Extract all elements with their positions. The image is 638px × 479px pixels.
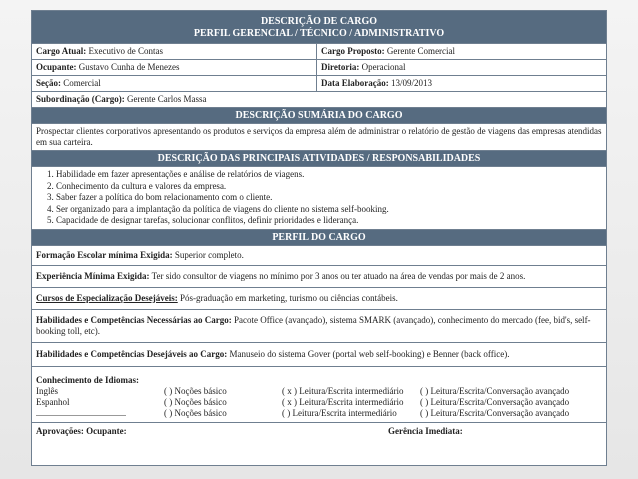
- list-item: 5. Capacidade de designar tarefas, solucionar conflitos, definir prioridades e liderança.: [56, 215, 602, 227]
- atividades-header: DESCRIÇÃO DAS PRINCIPAIS ATIVIDADES / RESPONSABILIDADES: [32, 151, 606, 167]
- blank-underline: [36, 409, 126, 416]
- secao-label: Seção:: [36, 78, 61, 88]
- gerencia-imediata-label: Gerência Imediata:: [388, 425, 463, 436]
- idioma-avancado-checkbox[interactable]: ( ) Leitura/Escrita/Conversação avançado: [420, 396, 570, 407]
- idioma-avancado-checkbox[interactable]: ( ) Leitura/Escrita/Conversação avançado: [420, 407, 570, 418]
- list-item: 1. Habilidade em fazer apresentações e análise de relatórios de viagens.: [56, 169, 602, 181]
- idioma-basico-checkbox[interactable]: ( ) Noções básico: [164, 396, 227, 407]
- row-cargo: [32, 44, 606, 60]
- data-elaboracao-value: 13/09/2013: [391, 78, 433, 88]
- idiomas-cell: [32, 367, 606, 423]
- formacao-row: [32, 246, 606, 266]
- data-elaboracao-cell: [317, 76, 606, 91]
- idioma-name: Inglês: [36, 385, 58, 396]
- idioma-row: [36, 397, 602, 408]
- idioma-basico-checkbox[interactable]: ( ) Noções básico: [164, 407, 227, 418]
- idioma-row: [36, 408, 602, 419]
- cargo-atual-cell: [32, 44, 317, 59]
- cargo-proposto-value: Gerente Comercial: [386, 46, 456, 56]
- idioma-blank-line[interactable]: [36, 408, 164, 419]
- idioma-intermediario-checkbox[interactable]: ( ) Leitura/Escrita intermediário: [282, 407, 397, 418]
- list-item: 4. Ser organizado para a implantação da política de viagens do cliente no sistema self-booking.: [56, 204, 602, 216]
- list-item: 3. Saber fazer a política do bom relacionamento com o cliente.: [56, 192, 602, 204]
- cargo-atual-value: Executivo de Contas: [88, 46, 163, 56]
- cargo-proposto-label: Cargo Proposto:: [321, 46, 385, 56]
- experiencia-label: Experiência Mínima Exigida:: [36, 270, 150, 281]
- cargo-proposto-cell: [317, 44, 606, 59]
- idioma-row: [36, 386, 602, 397]
- hab-desejaveis-value: Manuseio do sistema Gover (portal web self-booking) e Benner (back office).: [229, 348, 510, 359]
- form-header: [32, 11, 606, 44]
- form-title: DESCRIÇÃO DE CARGO: [260, 16, 378, 27]
- hab-necessarias-label: Habilidades e Competências Necessárias ao Cargo:: [36, 314, 232, 325]
- diretoria-cell: [317, 60, 606, 75]
- idioma-avancado-checkbox[interactable]: ( ) Leitura/Escrita/Conversação avançado: [420, 385, 570, 396]
- data-elaboracao-label: Data Elaboração:: [321, 78, 389, 88]
- aprovacoes-ocupante-label: Aprovações: Ocupante:: [36, 425, 127, 436]
- idioma-basico-checkbox[interactable]: ( ) Noções básico: [164, 385, 227, 396]
- secao-cell: [32, 76, 317, 91]
- idiomas-label: Conhecimento de Idiomas:: [36, 374, 139, 385]
- cursos-row: [32, 288, 606, 310]
- hab-necessarias-row: [32, 310, 606, 343]
- aprovacoes-row: [32, 423, 606, 466]
- hab-necessarias-value: Pacote Office (avançado), sistema SMARK (avançado), conhecimento do mercado (fee, bid's, self-booking toll, etc).: [36, 314, 591, 336]
- formacao-label: Formação Escolar mínima Exigida:: [36, 249, 173, 260]
- idioma-intermediario-checkbox[interactable]: ( x ) Leitura/Escrita intermediário: [282, 385, 404, 396]
- idioma-name: Espanhol: [36, 396, 70, 407]
- experiencia-value: Ter sido consultor de viagens no mínimo por 3 anos ou ter atuado na área de vendas por mais de 2 anos.: [151, 270, 526, 281]
- hab-desejaveis-row: [32, 343, 606, 367]
- atividades-list: [32, 167, 606, 229]
- list-item: 2. Conhecimento da cultura e valores da empresa.: [56, 181, 602, 193]
- cursos-label: Cursos de Especialização Desejáveis:: [36, 292, 178, 303]
- diretoria-label: Diretoria:: [321, 62, 360, 72]
- form-subtitle: PERFIL GERENCIAL / TÉCNICO / ADMINISTRATIVO: [193, 28, 445, 39]
- job-description-form: [31, 10, 607, 466]
- ocupante-cell: [32, 60, 317, 75]
- formacao-value: Superior completo.: [174, 249, 244, 260]
- subordinacao-label: Subordinação (Cargo):: [36, 94, 125, 104]
- row-secao: [32, 76, 606, 92]
- cursos-value: Pós-graduação em marketing, turismo ou ciências contábeis.: [179, 292, 398, 303]
- sumaria-header: DESCRIÇÃO SUMÁRIA DO CARGO: [32, 108, 606, 124]
- perfil-header: PERFIL DO CARGO: [32, 230, 606, 246]
- diretoria-value: Operacional: [361, 62, 406, 72]
- hab-desejaveis-label: Habilidades e Competências Desejáveis ao Cargo:: [36, 348, 228, 359]
- row-subordinacao: [32, 92, 606, 108]
- aprovacoes-cell: [32, 423, 606, 466]
- ocupante-label: Ocupante:: [36, 62, 77, 72]
- secao-value: Comercial: [63, 78, 101, 88]
- ocupante-value: Gustavo Cunha de Menezes: [78, 62, 180, 72]
- idioma-intermediario-checkbox[interactable]: ( x ) Leitura/Escrita intermediário: [282, 396, 404, 407]
- row-ocupante: [32, 60, 606, 76]
- cargo-atual-label: Cargo Atual:: [36, 46, 87, 56]
- sumaria-text: Prospectar clientes corporativos apresentando os produtos e serviços da empresa além de administrar o relatório de gestão de viagens das empresas atendidas em sua carteira.: [32, 124, 606, 151]
- subordinacao-value: Gerente Carlos Massa: [127, 94, 207, 104]
- atividades-list-cell: [32, 167, 606, 230]
- experiencia-row: [32, 266, 606, 288]
